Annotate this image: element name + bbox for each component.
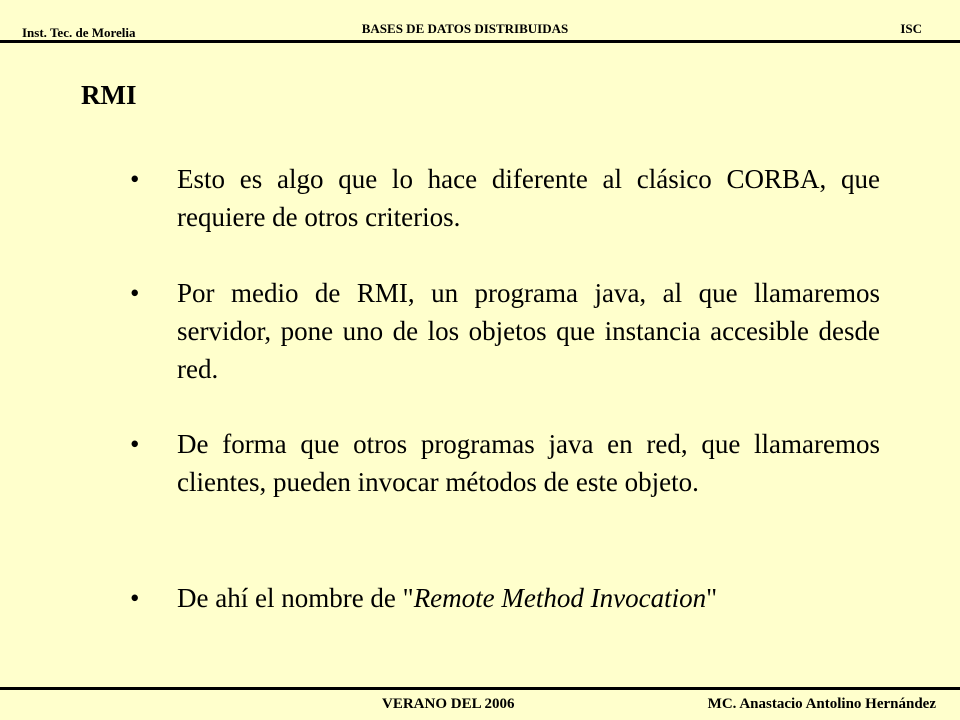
bullet-text-prefix: De ahí el nombre de " [177,583,414,613]
bullet-marker: • [130,429,140,459]
footer-author: MC. Anastacio Antolino Hernández [707,696,936,712]
footer-divider [0,687,960,690]
bullet-text-emphasis: Remote Method Invocation [413,583,707,613]
bullet-item [130,425,880,501]
bullet-text [177,579,880,617]
header-institution: Inst. Tec. de Morelia [22,25,136,40]
footer-term: VERANO DEL 2006 [382,696,515,712]
bullet-item [130,579,880,617]
header-program: ISC [900,21,922,36]
bullet-text-suffix: " [706,583,718,613]
bullet-item [130,160,880,236]
bullet-marker: • [130,278,140,308]
bullet-text: Esto es algo que lo hace diferente al clásico CORBA, que requiere de otros criterios. [177,164,880,232]
bullet-text: Por medio de RMI, un programa java, al que llamaremos servidor, pone uno de los objetos que instancia accesible desde red. [177,278,880,384]
bullet-marker: • [130,583,140,613]
slide-title: RMI [81,80,137,110]
bullet-text: De forma que otros programas java en red, que llamaremos clientes, pueden invocar métodos de este objeto. [177,429,880,497]
header-course-title: BASES DE DATOS DISTRIBUIDAS [361,21,569,36]
header-divider [0,40,960,43]
bullet-marker: • [130,164,140,194]
bullet-item [130,274,880,388]
